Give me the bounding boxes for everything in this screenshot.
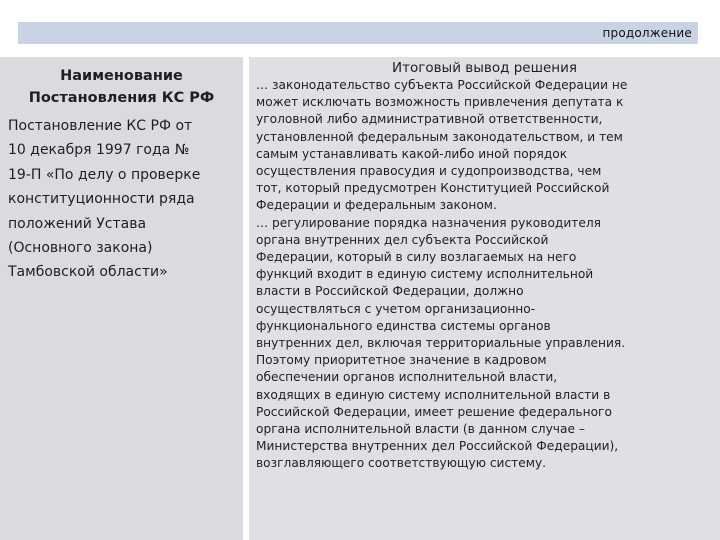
continuation-label: продолжение xyxy=(602,26,692,40)
resolution-title-line: конституционности ряда xyxy=(8,191,195,208)
text-line: может исключать возможность привлечения депутата к xyxy=(256,95,624,110)
text-line: входящих в единую систему исполнительной власти в xyxy=(256,387,611,402)
resolution-name-heading xyxy=(0,65,243,109)
heading-line: Постановления КС РФ xyxy=(28,90,215,106)
text-line: Федерации и федеральным законом. xyxy=(256,198,497,213)
conclusion-paragraph-1 xyxy=(256,77,716,215)
text-line: органа исполнительной власти (в данном случае – xyxy=(256,422,585,437)
text-line: внутренних дел, включая территориальные управления. xyxy=(256,336,626,351)
text-line: … законодательство субъекта Российской Федерации не xyxy=(256,78,628,92)
resolution-title-line: (Основного закона) xyxy=(8,240,153,257)
text-line: функций входит в единую систему исполнительной xyxy=(256,267,594,282)
text-line: осуществления правосудия и судопроизводства, чем xyxy=(256,164,602,179)
text-line: обеспечении органов исполнительной власти, xyxy=(256,370,558,385)
text-line: уголовной либо административной ответственности, xyxy=(256,112,603,127)
resolution-title xyxy=(8,114,240,285)
text-line: органа внутренних дел субъекта Российской xyxy=(256,232,549,247)
text-line: власти в Российской Федерации, должно xyxy=(256,284,524,299)
text-line: Министерства внутренних дел Российской Федерации), xyxy=(256,439,619,454)
resolution-title-line: положений Устава xyxy=(8,215,147,232)
text-line: Федерации, который в силу возлагаемых на него xyxy=(256,250,577,265)
header-bar xyxy=(18,22,698,44)
text-line: возглавляющего соответствующую систему. xyxy=(256,456,547,471)
resolution-title-line: 19‑П «По делу о проверке xyxy=(8,166,201,183)
conclusion-heading: Итоговый вывод решения xyxy=(392,60,577,76)
text-line: установленной федеральным законодательством, и тем xyxy=(256,129,623,144)
conclusion-paragraph-2 xyxy=(256,215,716,473)
text-line: … регулирование порядка назначения руководителя xyxy=(256,215,601,230)
text-line: осуществляться с учетом организационно- xyxy=(256,301,536,316)
resolution-title-line: 10 декабря 1997 года № xyxy=(8,142,190,159)
resolution-title-line: Постановление КС РФ от xyxy=(8,118,193,134)
text-line: Российской Федерации, имеет решение федерального xyxy=(256,404,612,419)
text-line: функционального единства системы органов xyxy=(256,318,551,333)
conclusion-text xyxy=(256,77,716,473)
text-line: Поэтому приоритетное значение в кадровом xyxy=(256,353,547,368)
text-line: самым устанавливать какой-либо иной порядок xyxy=(256,146,568,161)
resolution-name-column xyxy=(0,57,243,540)
conclusion-column xyxy=(249,57,720,540)
text-line: тот, который предусмотрен Конституцией Российской xyxy=(256,181,610,196)
resolution-title-line: Тамбовской области» xyxy=(8,264,168,281)
heading-line: Наименование xyxy=(60,68,183,84)
